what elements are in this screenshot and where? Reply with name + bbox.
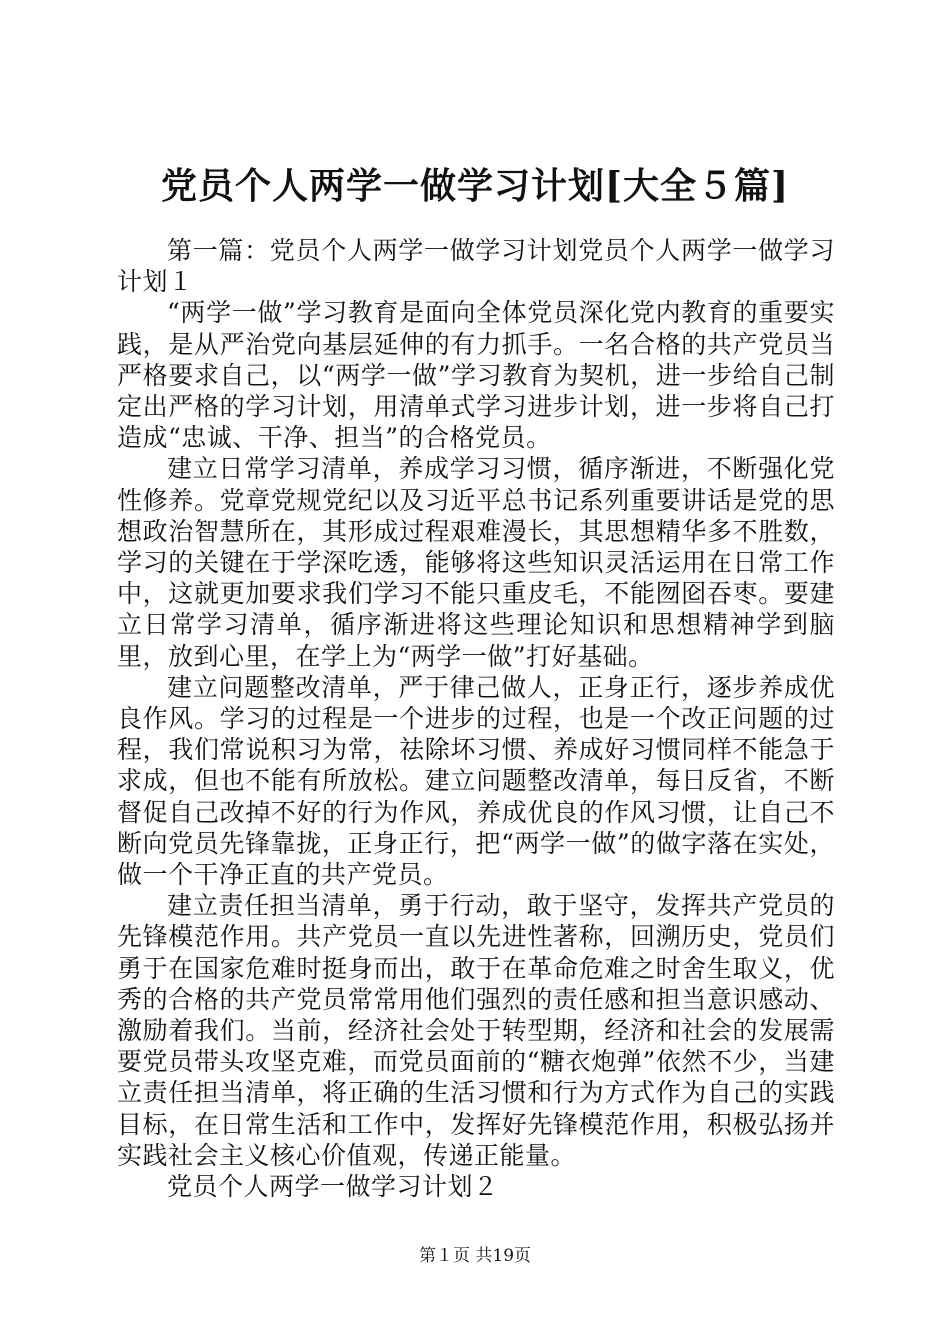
paragraph-chapter-heading: 第一篇：党员个人两学一做学习计划党员个人两学一做学习计划１ xyxy=(117,236,835,297)
paragraph-plan-2-heading: 党员个人两学一做学习计划２ xyxy=(167,1172,499,1202)
page-footer: 第１页 共19页 xyxy=(418,1246,532,1266)
paragraph-intro: “两学一做”学习教育是面向全体党员深化党内教育的重要实践，是从严治党向基层延伸的有力抓手。一名合格的共产党员当严格要求自己，以“两学一做”学习教育为契机，进一步给自己制定出严格的学习计划，用清单式学习进步计划，进一步将自己打造成“忠诚、干净、担当”的合格党员。 xyxy=(117,298,835,453)
document-title: 党员个人两学一做学习计划[大全５篇] xyxy=(160,165,790,207)
paragraph-responsibility-list: 建立责任担当清单，勇于行动，敢于坚守，发挥共产党员的先锋模范作用。共产党员一直以先进性著称，回溯历史，党员们勇于在国家危难时挺身而出，敢于在革命危难之时舍生取义，优秀的合格的共产党员常常用他们强烈的责任感和担当意识感动、激励着我们。当前，经济社会处于转型期，经济和社会的发展需要党员带头攻坚克难，而党员面前的“糖衣炮弹”依然不少，当建立责任担当清单，将正确的生活习惯和行为方式作为自己的实践目标，在日常生活和工作中，发挥好先锋模范作用，积极弘扬并实践社会主义核心价值观，传递正能量。 xyxy=(117,891,835,1170)
paragraph-rectification-list: 建立问题整改清单，严于律己做人，正身正行，逐步养成优良作风。学习的过程是一个进步的过程，也是一个改正问题的过程，我们常说积习为常，祛除坏习惯、养成好习惯同样不能急于求成，但也不能有所放松。建立问题整改清单，每日反省，不断督促自己改掉不好的行为作风，养成优良的作风习惯，让自己不断向党员先锋靠拢，正身正行，把“两学一做”的做字落在实处，做一个干净正直的共产党员。 xyxy=(117,672,835,890)
paragraph-daily-study-list: 建立日常学习清单，养成学习习惯，循序渐进，不断强化党性修养。党章党规党纪以及习近平总书记系列重要讲话是党的思想政治智慧所在，其形成过程艰难漫长，其思想精华多不胜数，学习的关键在于学深吃透，能够将这些知识灵活运用在日常工作中，这就更加要求我们学习不能只重皮毛，不能囫囵吞枣。要建立日常学习清单，循序渐进将这些理论知识和思想精神学到脑里，放到心里，在学上为“两学一做”打好基础。 xyxy=(117,454,835,671)
document-body xyxy=(117,235,835,1202)
